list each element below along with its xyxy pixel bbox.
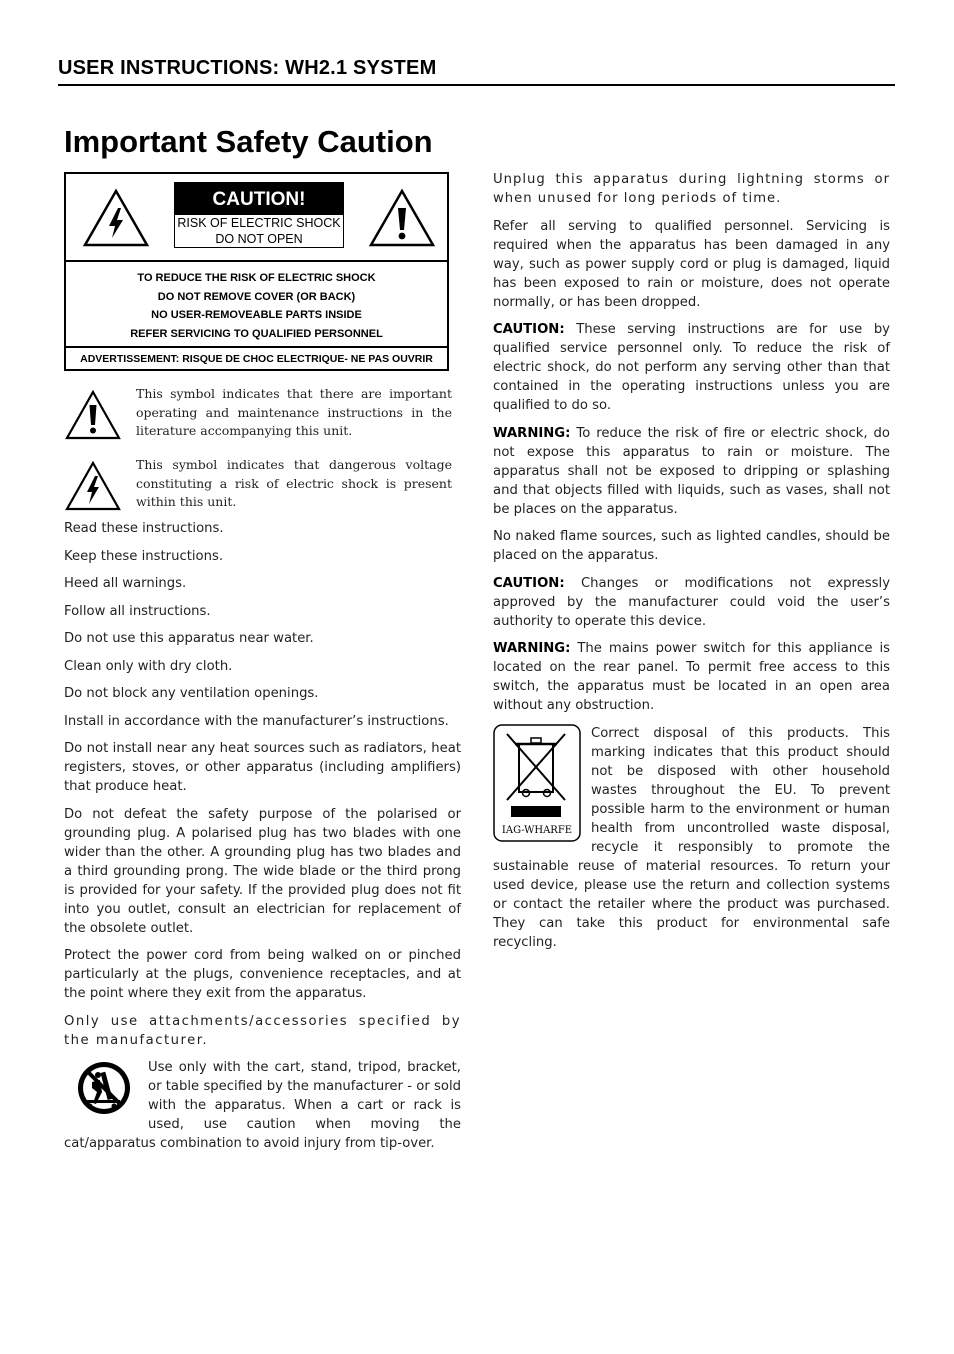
- lightning-symbol-text: This symbol indicates that dangerous voltage constituting a risk of electric shock is present within this unit.: [136, 457, 452, 509]
- exclamation-warning-icon: [368, 188, 436, 248]
- caution-body: Changes or modifications not expressly approved by the manufacturer could void the user’s authority to operate this device.: [493, 575, 890, 629]
- caution-line: REFER SERVICING TO QUALIFIED PERSONNEL: [130, 327, 383, 340]
- instruction-paragraph: Keep these instructions.: [64, 548, 224, 564]
- caution-box-top: [66, 174, 447, 262]
- instruction-paragraph: Install in accordance with the manufacturer’s instructions.: [64, 713, 449, 729]
- weee-disposal: [493, 724, 890, 952]
- caution-box-french: ADVERTISSEMENT: RISQUE DE CHOC ELECTRIQUE- NE PAS OUVRIR: [66, 346, 447, 371]
- cart-warning: [64, 1058, 461, 1153]
- left-column: [64, 519, 461, 1162]
- caution-label-heading: CAUTION!: [175, 183, 343, 215]
- instruction-paragraph: Do not install near any heat sources such as radiators, heat registers, stoves, or other apparatus (including amplifiers) that produce heat.: [64, 741, 461, 794]
- instruction-paragraph: Heed all warnings.: [64, 576, 187, 591]
- warning-power-switch-paragraph: [493, 639, 890, 715]
- servicing-paragraph: Refer all serving to qualified personnel. Servicing is required when the apparatus has been damaged in any way, such as power supply cord or plug is damaged, liquid has been exposed to rain or moisture, does not operate normally, or has been dropped.: [493, 218, 890, 310]
- cart-warning-text: Use only with the cart, stand, tripod, bracket, or table specified by the manufacturer - or sold with the apparatus. When a cart or rack is used, use caution when moving the cat/apparatus combination to avoid injury from tip-over.: [64, 1060, 461, 1151]
- caution-label-text: CAUTION:: [493, 575, 565, 591]
- caution-line: NO USER-REMOVEABLE PARTS INSIDE: [151, 309, 362, 322]
- warning-body: The mains power switch for this appliance is located on the rear panel. To permit free access to this switch, the apparatus must be located in an open area without any obstruction.: [493, 641, 890, 713]
- caution-label-line: DO NOT OPEN: [215, 232, 303, 246]
- exclamation-icon: [64, 389, 122, 441]
- instruction-paragraph: Do not use this apparatus near water.: [64, 631, 314, 646]
- right-column: [493, 170, 890, 960]
- warning-label-text: WARNING:: [493, 425, 571, 441]
- page-title: Important Safety Caution: [64, 124, 433, 159]
- instruction-paragraph: Protect the power cord from being walked on or pinched particularly at the plugs, convenience receptacles, and at the point where they exit from the apparatus.: [64, 948, 461, 1001]
- instruction-paragraph: Read these instructions.: [64, 521, 224, 536]
- weee-brand-text: IAG-WHARFE: [501, 824, 573, 836]
- caution-line: TO REDUCE THE RISK OF ELECTRIC SHOCK: [137, 272, 376, 284]
- weee-disposal-text: Correct disposal of this products. This marking indicates that this product should not be disposed with other household wastes throughout the EU. To prevent possible harm to the environment or human health from uncontrolled waste disposal, recycle it responsibly to promote the sustainable reuse of material resources. To return your used device, please use the return and collection systems or contact the retailer where the product was purchased. They can take this product for environmental safe recycling.: [493, 725, 890, 950]
- caution-line: DO NOT REMOVE COVER (OR BACK): [157, 290, 356, 303]
- caution-box: [64, 172, 449, 371]
- flame-paragraph: No naked flame sources, such as lighted candles, should be placed on the apparatus.: [493, 529, 890, 563]
- caution-body: These serving instructions are for use by qualified service personnel only. To reduce the risk of electric shock, do not perform any serving other than that contained in the operating instructions unless you are qualified to do so.: [493, 322, 890, 413]
- exclamation-symbol-text: This symbol indicates that there are important operating and maintenance instructions in the literature accompanying this unit.: [136, 386, 452, 438]
- header-rule: [58, 84, 895, 86]
- lightning-icon: [64, 460, 122, 512]
- instruction-paragraph: Follow all instructions.: [64, 603, 211, 619]
- instruction-paragraph: Do not block any ventilation openings.: [64, 686, 319, 701]
- caution-label-line: RISK OF ELECTRIC SHOCK: [177, 216, 341, 230]
- instruction-paragraph: Clean only with dry cloth.: [64, 658, 233, 674]
- weee-bin-icon: [493, 724, 581, 842]
- caution-label: [174, 182, 344, 248]
- caution-paragraph: [493, 320, 890, 415]
- cart-tipover-icon: [70, 1058, 140, 1118]
- header-title: USER INSTRUCTIONS: WH2.1 SYSTEM: [58, 57, 437, 79]
- warning-body: To reduce the risk of fire or electric shock, do not expose this apparatus to rain or moisture. The apparatus shall not be exposed to dripping or splashing and that objects filled with liquids, such as vases, shall not be places on the apparatus.: [493, 425, 890, 517]
- warning-paragraph: [493, 424, 890, 519]
- warning-label-text: WARNING:: [493, 641, 571, 656]
- caution-modifications-paragraph: [493, 574, 890, 631]
- caution-label-text: CAUTION:: [493, 322, 565, 337]
- lightning-unplug-paragraph: Unplug this apparatus during lightning storms or when unused for long periods of time.: [493, 172, 890, 206]
- lightning-warning-icon: [82, 188, 150, 248]
- caution-box-instructions: [66, 262, 447, 343]
- instruction-paragraph: Do not defeat the safety purpose of the polarised or grounding plug. A polarised plug has two blades with one wider than the other. A grounding plug has two blades and a third grounding prong. The wide blade or the third prong is provided for your safety. If the provided plug does not fit into you outlet, consult an electrician for replacement of the obsolete outlet.: [64, 806, 461, 936]
- instruction-paragraph: Only use attachments/accessories specified by the manufacturer.: [64, 1013, 461, 1048]
